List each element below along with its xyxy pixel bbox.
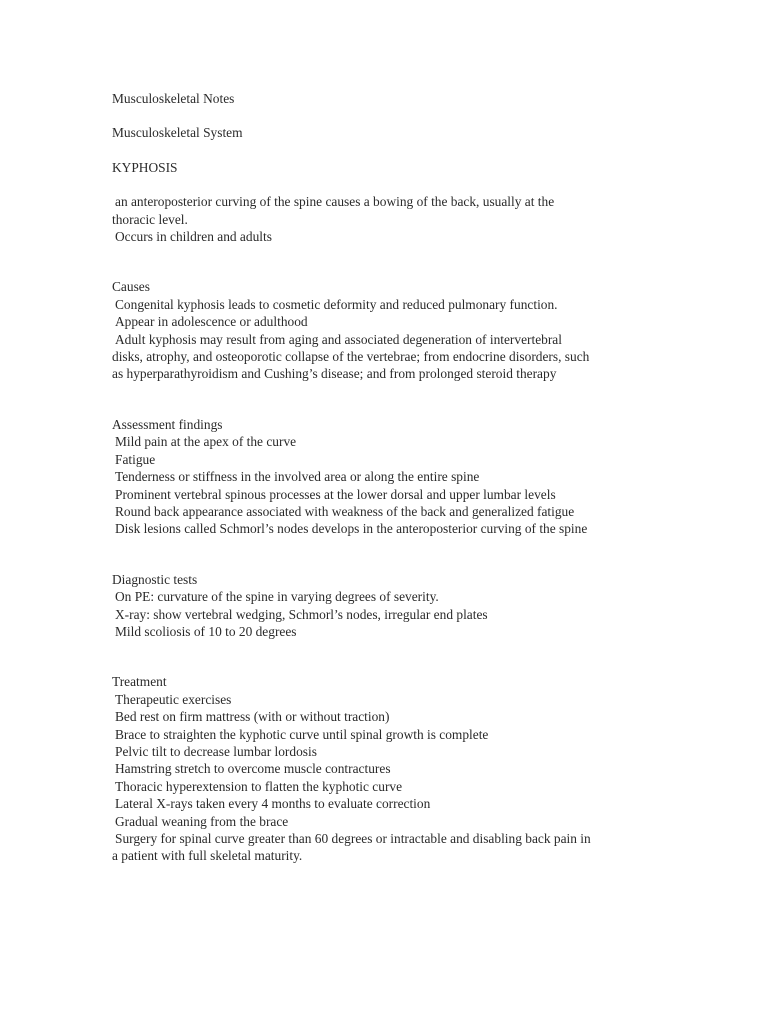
diagnostic-item: On PE: curvature of the spine in varying degrees of severity.: [115, 589, 439, 605]
treatment-item: Pelvic tilt to decrease lumbar lordosis: [115, 743, 317, 759]
spacer: [112, 245, 672, 278]
treatment-item-continued: a patient with full skeletal maturity.: [112, 848, 303, 864]
intro-line: thoracic level.: [112, 211, 188, 227]
causes-item: Appear in adolescence or adulthood: [115, 314, 308, 330]
intro-line: an anteroposterior curving of the spine causes a bowing of the back, usually at the: [115, 194, 555, 210]
treatment-item: Thoracic hyperextension to flatten the kyphotic curve: [115, 778, 403, 794]
assessment-item: Tenderness or stiffness in the involved area or along the entire spine: [115, 469, 480, 485]
diagnostic-item: Mild scoliosis of 10 to 20 degrees: [115, 623, 297, 639]
causes-section: [112, 278, 672, 382]
diagnostic-item: X-ray: show vertebral wedging, Schmorl’s nodes, irregular end plates: [115, 606, 488, 622]
treatment-section: [112, 673, 672, 864]
assessment-item: Fatigue: [115, 451, 156, 467]
treatment-heading: Treatment: [112, 674, 167, 690]
spacer: [112, 640, 672, 673]
topic-heading: KYPHOSIS: [112, 159, 178, 175]
spacer: [112, 383, 672, 416]
assessment-item: Prominent vertebral spinous processes at the lower dorsal and upper lumbar levels: [115, 486, 556, 502]
assessment-item: Round back appearance associated with weakness of the back and generalized fatigue: [115, 503, 575, 519]
spacer: [112, 176, 672, 193]
treatment-item: Gradual weaning from the brace: [115, 813, 289, 829]
assessment-heading: Assessment findings: [112, 416, 223, 432]
causes-heading: Causes: [112, 279, 150, 295]
document-subtitle: Musculoskeletal System: [112, 125, 243, 141]
spacer: [112, 538, 672, 571]
diagnostic-section: [112, 571, 672, 641]
causes-item-continued: as hyperparathyroidism and Cushing’s disease; and from prolonged steroid therapy: [112, 366, 557, 382]
intro-section: [112, 193, 672, 245]
causes-item: Congenital kyphosis leads to cosmetic deformity and reduced pulmonary function.: [115, 296, 558, 312]
treatment-item: Surgery for spinal curve greater than 60 degrees or intractable and disabling back pain in: [115, 831, 591, 846]
assessment-item: Mild pain at the apex of the curve: [115, 434, 297, 450]
diagnostic-heading: Diagnostic tests: [112, 571, 198, 587]
treatment-item: Bed rest on firm mattress (with or without traction): [115, 709, 390, 725]
spacer: [112, 142, 672, 159]
treatment-item: Therapeutic exercises: [115, 691, 232, 707]
intro-line: Occurs in children and adults: [115, 229, 272, 245]
treatment-item: Hamstring stretch to overcome muscle contractures: [115, 761, 391, 777]
assessment-item: Disk lesions called Schmorl’s nodes develops in the anteroposterior curving of the spine: [115, 521, 588, 537]
treatment-item: Brace to straighten the kyphotic curve until spinal growth is complete: [115, 726, 489, 742]
treatment-item: Lateral X-rays taken every 4 months to evaluate correction: [115, 796, 431, 812]
spacer: [112, 107, 672, 124]
assessment-section: [112, 416, 672, 538]
causes-item-continued: disks, atrophy, and osteoporotic collapse of the vertebrae; from endocrine disorders, such: [112, 349, 590, 365]
causes-item: Adult kyphosis may result from aging and associated degeneration of intervertebral: [115, 331, 562, 347]
document-title: Musculoskeletal Notes: [112, 91, 235, 106]
document-body: [112, 90, 672, 865]
